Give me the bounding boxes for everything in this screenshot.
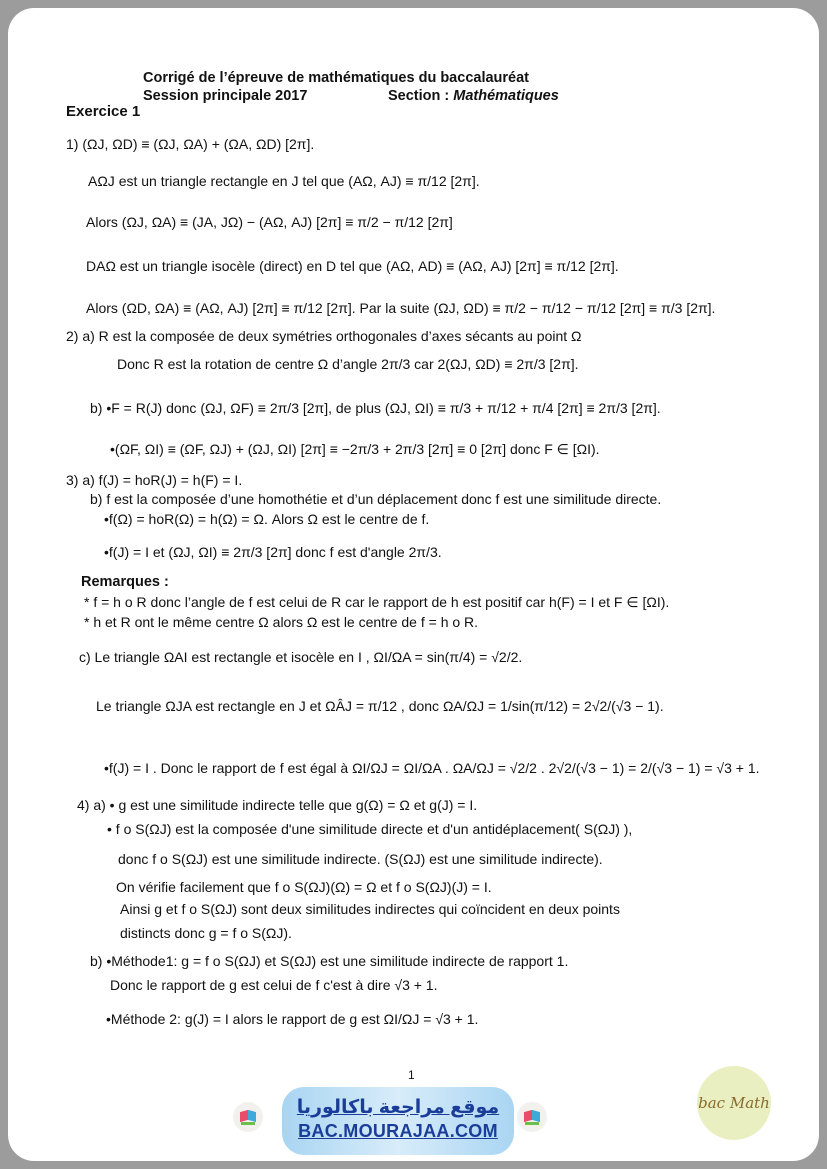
text-line: •Méthode 2: g(J) = I alors le rapport de g est ΩI/ΩJ = √3 + 1. <box>106 1011 479 1027</box>
text-line: Le triangle ΩJA est rectangle en J et ΩÂJ = π/12 , donc ΩA/ΩJ = 1/sin(π/12) = 2√2/(√3 − 1). <box>96 698 664 714</box>
text-line: •(ΩF, ΩI) ≡ (ΩF, ΩJ) + (ΩJ, ΩI) [2π] ≡ −2π/3 + 2π/3 [2π] ≡ 0 [2π] donc F ∈ [ΩI). <box>110 441 600 457</box>
text-line: b) •F = R(J) donc (ΩJ, ΩF) ≡ 2π/3 [2π], de plus (ΩJ, ΩI) ≡ π/3 + π/12 + π/4 [2π] ≡ 2π/3 [2π]. <box>90 400 661 416</box>
text-line: 3) a) f(J) = hoR(J) = h(F) = I. <box>66 472 243 488</box>
text-line: donc f o S(ΩJ) est une similitude indirecte. (S(ΩJ) est une similitude indirecte). <box>118 851 603 867</box>
text-line: * f = h o R donc l’angle de f est celui de R car le rapport de h est positif car h(F) = I et F ∈ [ΩI). <box>84 594 670 610</box>
text-line: AΩJ est un triangle rectangle en J tel que (AΩ, AJ) ≡ π/12 [2π]. <box>88 173 480 189</box>
text-line: c) Le triangle ΩAI est rectangle et isocèle en I , ΩI/ΩA = sin(π/4) = √2/2. <box>79 649 523 665</box>
book-logo-icon <box>233 1102 263 1132</box>
text-line: Alors (ΩD, ΩA) ≡ (AΩ, AJ) [2π] ≡ π/12 [2π]. Par la suite (ΩJ, ΩD) ≡ π/2 − π/12 − π/12 [2π] ≡ π/3 [2π]. <box>86 300 716 316</box>
text-line: On vérifie facilement que f o S(ΩJ)(Ω) = Ω et f o S(ΩJ)(J) = I. <box>116 879 492 895</box>
text-line: •f(J) = I et (ΩJ, ΩI) ≡ 2π/3 [2π] donc f est d'angle 2π/3. <box>104 544 442 560</box>
section-value: Mathématiques <box>453 88 559 104</box>
text-line: DAΩ est un triangle isocèle (direct) en D tel que (AΩ, AD) ≡ (AΩ, AJ) [2π] ≡ π/12 [2π]. <box>86 258 619 274</box>
site-banner[interactable] <box>282 1087 514 1155</box>
text-line: •f(J) = I . Donc le rapport de f est égal à ΩI/ΩJ = ΩI/ΩA . ΩA/ΩJ = √2/2 . 2√2/(√3 − 1) = 2/(√3 − 1) = √3 + 1. <box>104 760 760 776</box>
remarks-heading: Remarques : <box>81 574 169 590</box>
book-logo-icon <box>517 1102 547 1132</box>
section-label <box>388 88 559 104</box>
text-line: Donc le rapport de g est celui de f c'est à dire √3 + 1. <box>110 977 438 993</box>
text-line: b) •Méthode1: g = f o S(ΩJ) et S(ΩJ) est une similitude indirecte de rapport 1. <box>90 953 569 969</box>
session-label: Session principale 2017 <box>143 88 308 104</box>
exercise-heading: Exercice 1 <box>66 103 141 120</box>
text-line: • f o S(ΩJ) est la composée d'une similitude directe et d'un antidéplacement( S(ΩJ) ), <box>107 821 633 837</box>
text-line: distincts donc g = f o S(ΩJ). <box>120 925 292 941</box>
text-line: 1) (ΩJ, ΩD) ≡ (ΩJ, ΩA) + (ΩA, ΩD) [2π]. <box>66 136 315 152</box>
text-line: b) f est la composée d’une homothétie et d’un déplacement donc f est une similitude directe. <box>90 491 662 507</box>
banner-url-link[interactable]: BAC.MOURAJAA.COM <box>298 1121 498 1141</box>
bac-math-logo: bac Math <box>697 1066 771 1140</box>
text-line: * h et R ont le même centre Ω alors Ω est le centre de f = h o R. <box>84 614 479 630</box>
section-label-text: Section : <box>388 88 454 104</box>
text-line: Ainsi g et f o S(ΩJ) sont deux similitudes indirectes qui coïncident en deux points <box>120 901 620 917</box>
text-line: 2) a) R est la composée de deux symétries orthogonales d’axes sécants au point Ω <box>66 328 582 344</box>
text-line: •f(Ω) = hoR(Ω) = h(Ω) = Ω. Alors Ω est le centre de f. <box>104 511 430 527</box>
text-line: Donc R est la rotation de centre Ω d’angle 2π/3 car 2(ΩJ, ΩD) ≡ 2π/3 [2π]. <box>117 356 579 372</box>
page-number: 1 <box>408 1068 415 1082</box>
banner-arabic-text: موقع مراجعة باكالوريا <box>296 1097 500 1118</box>
text-line: 4) a) • g est une similitude indirecte telle que g(Ω) = Ω et g(J) = I. <box>77 797 478 813</box>
document-title: Corrigé de l’épreuve de mathématiques du baccalauréat <box>143 70 529 86</box>
text-line: Alors (ΩJ, ΩA) ≡ (JA, JΩ) − (AΩ, AJ) [2π] ≡ π/2 − π/12 [2π] <box>86 214 453 230</box>
